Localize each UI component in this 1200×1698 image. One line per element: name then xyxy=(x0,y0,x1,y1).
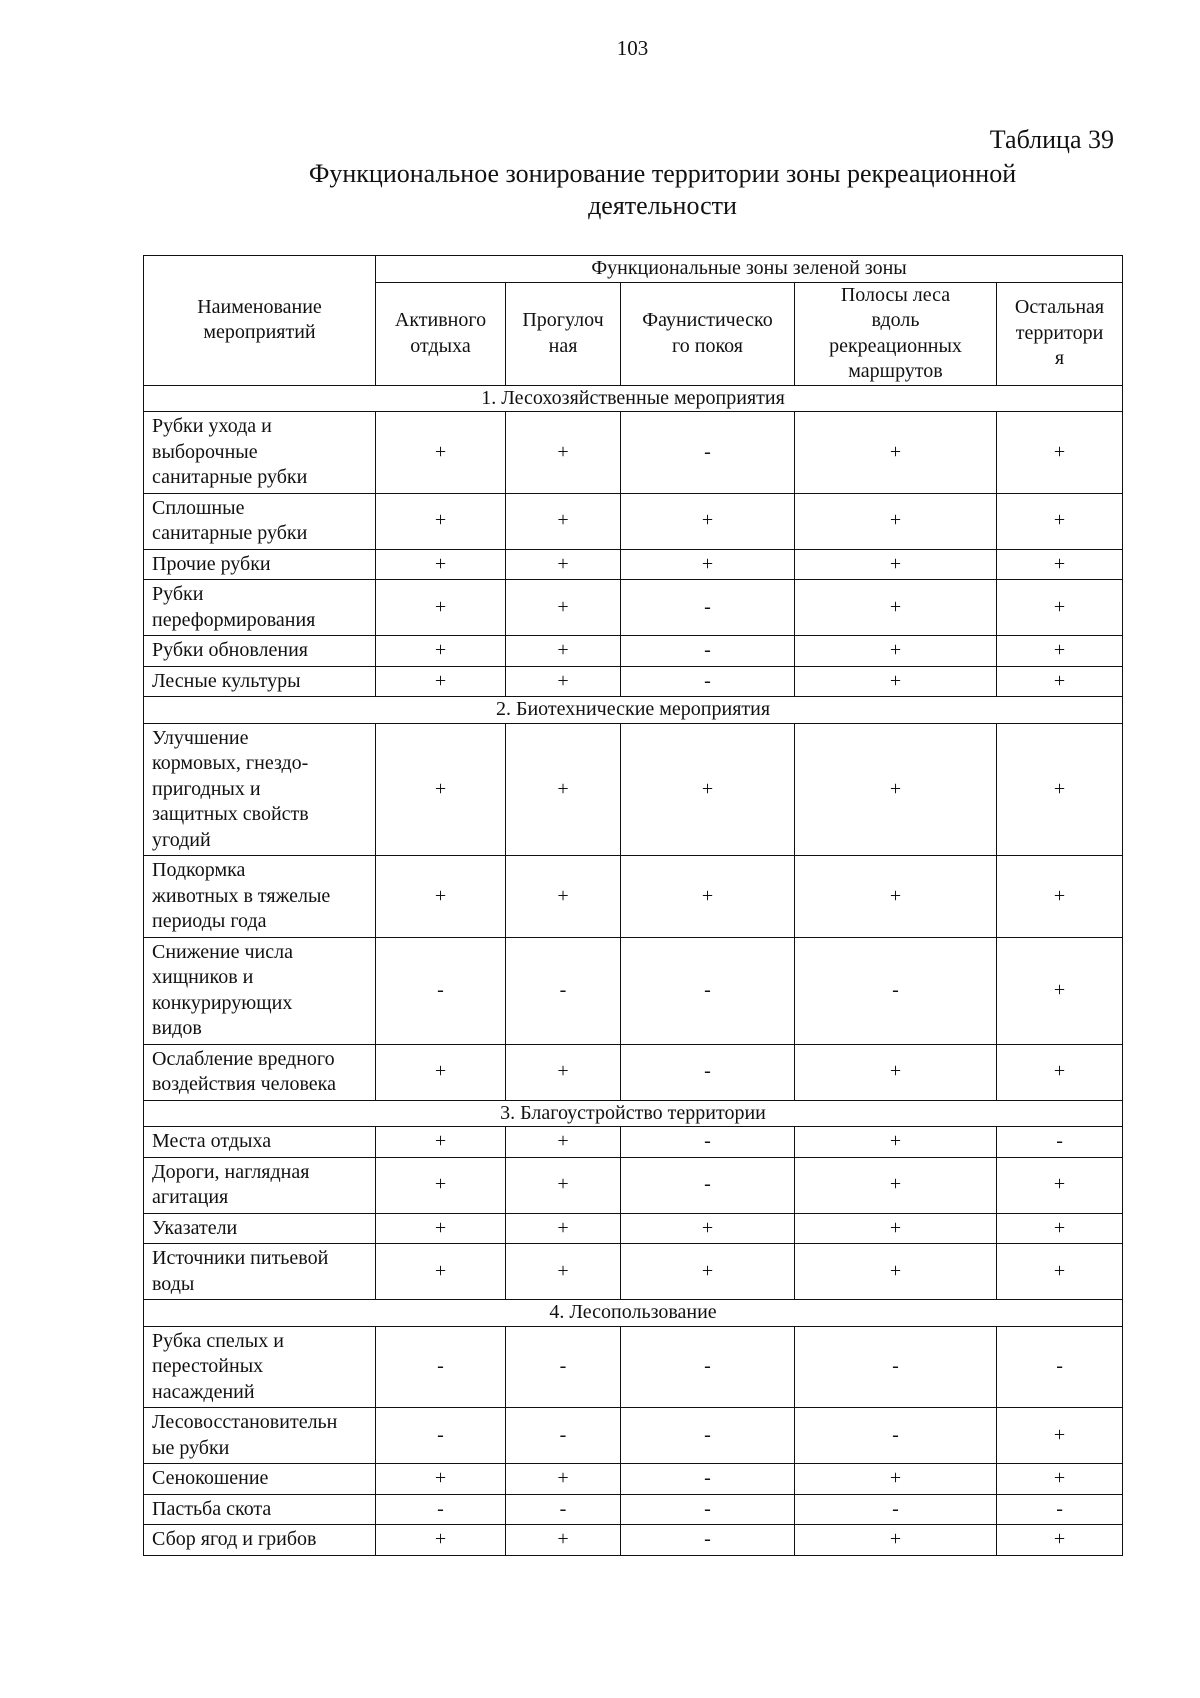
table-row xyxy=(144,580,1123,636)
text-line: угодий xyxy=(152,828,211,851)
mark-zone-walking: + xyxy=(506,580,621,636)
measure-name xyxy=(144,549,376,580)
section-title: 4. Лесопользование xyxy=(144,1300,1123,1327)
table-row xyxy=(144,856,1123,938)
mark-zone-fauna-rest: + xyxy=(621,493,795,549)
mark-zone-other-territory: + xyxy=(997,856,1123,938)
text-line: защитных свойств xyxy=(152,803,309,825)
text-line: мероприятий xyxy=(203,321,316,344)
mark-zone-active-rest: + xyxy=(376,1044,506,1100)
measure-name xyxy=(144,937,376,1044)
mark-zone-forest-strips: + xyxy=(795,1525,997,1556)
mark-zone-active-rest: - xyxy=(376,1494,506,1525)
mark-zone-active-rest: - xyxy=(376,937,506,1044)
page-number: 103 xyxy=(616,36,649,60)
text-line: отдыха xyxy=(410,334,471,357)
mark-zone-walking: - xyxy=(506,1408,621,1464)
mark-zone-walking: + xyxy=(506,1213,621,1244)
mark-zone-active-rest: - xyxy=(376,1326,506,1408)
table-row xyxy=(144,723,1123,856)
mark-zone-fauna-rest: + xyxy=(621,856,795,938)
table-row xyxy=(144,1494,1123,1525)
measure-name xyxy=(144,1127,376,1158)
measure-name xyxy=(144,1044,376,1100)
header-zone-active-rest xyxy=(376,282,506,385)
header-zone-walking xyxy=(506,282,621,385)
mark-zone-other-territory: + xyxy=(997,412,1123,494)
mark-zone-active-rest: + xyxy=(376,856,506,938)
mark-zone-other-territory: + xyxy=(997,723,1123,856)
measure-name xyxy=(144,493,376,549)
mark-zone-forest-strips: + xyxy=(795,1044,997,1100)
mark-zone-walking: + xyxy=(506,1525,621,1556)
mark-zone-other-territory: + xyxy=(997,1044,1123,1100)
text-line: Сбор ягод и грибов xyxy=(152,1528,317,1550)
mark-zone-active-rest: + xyxy=(376,412,506,494)
text-line: видов xyxy=(152,1017,202,1039)
mark-zone-active-rest: + xyxy=(376,1213,506,1244)
text-line: маршрутов xyxy=(848,360,943,382)
mark-zone-fauna-rest: - xyxy=(621,1157,795,1213)
measure-name xyxy=(144,636,376,667)
mark-zone-other-territory: + xyxy=(997,1525,1123,1556)
mark-zone-forest-strips: + xyxy=(795,1127,997,1158)
text-line: Лесовосстановительн xyxy=(152,1411,338,1433)
text-line: выборочные xyxy=(152,440,258,463)
text-line: Снижение числа xyxy=(152,940,293,963)
text-line: кормовых, гнездо- xyxy=(152,752,309,774)
mark-zone-walking: + xyxy=(506,856,621,938)
text-line: Остальная xyxy=(1014,296,1105,319)
mark-zone-forest-strips: + xyxy=(795,1213,997,1244)
text-line: го покоя xyxy=(672,334,743,357)
table-row xyxy=(144,636,1123,667)
text-line: Наименование xyxy=(197,295,322,318)
table-row xyxy=(144,1244,1123,1300)
text-line: воды xyxy=(152,1272,195,1295)
text-line: территори xyxy=(1015,321,1104,344)
text-line: Сплошные xyxy=(152,496,245,519)
measure-name xyxy=(144,1525,376,1556)
mark-zone-walking: - xyxy=(506,1326,621,1408)
mark-zone-forest-strips: + xyxy=(795,856,997,938)
mark-zone-other-territory: - xyxy=(997,1127,1123,1158)
text-line: санитарные рубки xyxy=(152,466,308,488)
mark-zone-active-rest: + xyxy=(376,1464,506,1495)
mark-zone-forest-strips: + xyxy=(795,493,997,549)
table-row xyxy=(144,1213,1123,1244)
section-row xyxy=(144,697,1123,724)
section-title: 3. Благоустройство территории xyxy=(144,1100,1123,1127)
mark-zone-forest-strips: + xyxy=(795,1244,997,1300)
text-line: Прогулоч xyxy=(522,309,604,331)
text-line: Лесные культуры xyxy=(152,669,301,692)
mark-zone-walking: + xyxy=(506,1127,621,1158)
mark-zone-forest-strips: - xyxy=(795,1408,997,1464)
measure-name xyxy=(144,856,376,938)
mark-zone-fauna-rest: - xyxy=(621,1494,795,1525)
mark-zone-other-territory: + xyxy=(997,1213,1123,1244)
mark-zone-fauna-rest: - xyxy=(621,1326,795,1408)
text-line: Сенокошение xyxy=(152,1467,269,1489)
mark-zone-forest-strips: + xyxy=(795,666,997,697)
text-line: периоды года xyxy=(152,910,267,932)
mark-zone-walking: + xyxy=(506,1044,621,1100)
table-row xyxy=(144,1157,1123,1213)
mark-zone-other-territory: - xyxy=(997,1494,1123,1525)
mark-zone-forest-strips: - xyxy=(795,937,997,1044)
mark-zone-forest-strips: + xyxy=(795,1464,997,1495)
text-line: воздействия человека xyxy=(152,1073,336,1095)
text-line: вдоль xyxy=(871,309,920,331)
mark-zone-forest-strips: - xyxy=(795,1494,997,1525)
table-row xyxy=(144,412,1123,494)
header-zone-fauna-rest xyxy=(621,282,795,385)
mark-zone-fauna-rest: - xyxy=(621,1525,795,1556)
mark-zone-fauna-rest: - xyxy=(621,937,795,1044)
zoning-table xyxy=(143,255,1123,1556)
mark-zone-active-rest: + xyxy=(376,723,506,856)
header-zone-forest-strips xyxy=(795,282,997,385)
header-measures xyxy=(144,256,376,386)
mark-zone-walking: + xyxy=(506,1157,621,1213)
section-title: 2. Биотехнические мероприятия xyxy=(144,697,1123,724)
mark-zone-fauna-rest: - xyxy=(621,1464,795,1495)
mark-zone-active-rest: + xyxy=(376,636,506,667)
text-line: животных в тяжелые xyxy=(152,884,331,907)
mark-zone-active-rest: + xyxy=(376,1157,506,1213)
mark-zone-forest-strips: + xyxy=(795,412,997,494)
mark-zone-walking: + xyxy=(506,1464,621,1495)
text-line: Прочие рубки xyxy=(152,552,271,575)
table-body xyxy=(144,385,1123,1555)
table-row xyxy=(144,493,1123,549)
text-line: насаждений xyxy=(152,1380,255,1403)
measure-name xyxy=(144,1157,376,1213)
mark-zone-forest-strips: - xyxy=(795,1326,997,1408)
measure-name xyxy=(144,1408,376,1464)
text-line: Рубки xyxy=(152,583,204,605)
text-line: переформирования xyxy=(152,608,316,631)
table-row xyxy=(144,1326,1123,1408)
mark-zone-other-territory: - xyxy=(997,1326,1123,1408)
header-zones-group: Функциональные зоны зеленой зоны xyxy=(376,256,1123,283)
mark-zone-fauna-rest: - xyxy=(621,666,795,697)
section-row xyxy=(144,1100,1123,1127)
mark-zone-active-rest: + xyxy=(376,1244,506,1300)
mark-zone-active-rest: + xyxy=(376,666,506,697)
mark-zone-fauna-rest: + xyxy=(621,1244,795,1300)
mark-zone-walking: + xyxy=(506,723,621,856)
text-line: Ослабление вредного xyxy=(152,1047,335,1070)
mark-zone-walking: + xyxy=(506,412,621,494)
table-title-line: деятельности xyxy=(588,191,737,220)
table-row xyxy=(144,1525,1123,1556)
measure-name xyxy=(144,580,376,636)
table-title xyxy=(0,158,1200,222)
mark-zone-active-rest: + xyxy=(376,549,506,580)
mark-zone-forest-strips: + xyxy=(795,549,997,580)
mark-zone-fauna-rest: - xyxy=(621,636,795,667)
text-line: пригодных и xyxy=(152,777,261,800)
mark-zone-fauna-rest: - xyxy=(621,580,795,636)
mark-zone-active-rest: - xyxy=(376,1408,506,1464)
measure-name xyxy=(144,1244,376,1300)
text-line: Улучшение xyxy=(152,726,249,749)
text-line: конкурирующих xyxy=(152,991,293,1014)
text-line: Полосы леса xyxy=(840,283,951,306)
mark-zone-active-rest: + xyxy=(376,493,506,549)
mark-zone-fauna-rest: - xyxy=(621,1127,795,1158)
table-title-line: Функциональное зонирование территории зоны рекреационной xyxy=(308,159,1017,188)
measure-name xyxy=(144,412,376,494)
section-row xyxy=(144,385,1123,412)
measure-name xyxy=(144,1326,376,1408)
mark-zone-walking: - xyxy=(506,937,621,1044)
mark-zone-forest-strips: + xyxy=(795,580,997,636)
measure-name xyxy=(144,723,376,856)
section-row xyxy=(144,1300,1123,1327)
measure-name xyxy=(144,666,376,697)
mark-zone-forest-strips: + xyxy=(795,1157,997,1213)
mark-zone-other-territory: + xyxy=(997,580,1123,636)
text-line: ная xyxy=(548,334,578,357)
measure-name xyxy=(144,1494,376,1525)
table-caption: Таблица 39 xyxy=(989,125,1114,154)
mark-zone-other-territory: + xyxy=(997,937,1123,1044)
text-line: Места отдыха xyxy=(152,1130,272,1152)
mark-zone-walking: + xyxy=(506,493,621,549)
text-line: Источники питьевой xyxy=(152,1247,329,1269)
mark-zone-walking: - xyxy=(506,1494,621,1525)
mark-zone-fauna-rest: + xyxy=(621,723,795,856)
mark-zone-walking: + xyxy=(506,666,621,697)
table-row xyxy=(144,1127,1123,1158)
mark-zone-active-rest: + xyxy=(376,1127,506,1158)
mark-zone-other-territory: + xyxy=(997,1157,1123,1213)
mark-zone-other-territory: + xyxy=(997,493,1123,549)
mark-zone-fauna-rest: - xyxy=(621,412,795,494)
text-line: Рубки обновления xyxy=(152,639,308,661)
mark-zone-other-territory: + xyxy=(997,666,1123,697)
text-line: Дороги, наглядная xyxy=(152,1160,310,1183)
text-line: Пастьба скота xyxy=(152,1497,272,1520)
mark-zone-walking: + xyxy=(506,1244,621,1300)
mark-zone-active-rest: + xyxy=(376,580,506,636)
mark-zone-other-territory: + xyxy=(997,636,1123,667)
text-line: Активного xyxy=(394,309,487,331)
mark-zone-other-territory: + xyxy=(997,1464,1123,1495)
text-line: рекреационных xyxy=(829,334,962,357)
text-line: агитация xyxy=(152,1186,229,1208)
mark-zone-walking: + xyxy=(506,549,621,580)
text-line: перестойных xyxy=(152,1355,264,1377)
mark-zone-forest-strips: + xyxy=(795,636,997,667)
text-line: санитарные рубки xyxy=(152,522,308,544)
mark-zone-fauna-rest: - xyxy=(621,1044,795,1100)
header-zone-other-territory xyxy=(997,282,1123,385)
table-row xyxy=(144,666,1123,697)
mark-zone-active-rest: + xyxy=(376,1525,506,1556)
text-line: ые рубки xyxy=(152,1436,230,1459)
text-line: Подкормка xyxy=(152,859,246,881)
text-line: хищников и xyxy=(152,966,254,988)
mark-zone-other-territory: + xyxy=(997,1408,1123,1464)
text-line: я xyxy=(1054,347,1065,370)
text-line: Указатели xyxy=(152,1216,238,1239)
table-row xyxy=(144,1408,1123,1464)
table-row xyxy=(144,1464,1123,1495)
text-line: Рубки ухода и xyxy=(152,415,272,437)
mark-zone-fauna-rest: - xyxy=(621,1408,795,1464)
mark-zone-forest-strips: + xyxy=(795,723,997,856)
table-row xyxy=(144,937,1123,1044)
mark-zone-fauna-rest: + xyxy=(621,1213,795,1244)
text-line: Рубка спелых и xyxy=(152,1329,284,1352)
table-row xyxy=(144,1044,1123,1100)
mark-zone-other-territory: + xyxy=(997,1244,1123,1300)
header-row xyxy=(144,256,1123,283)
measure-name xyxy=(144,1464,376,1495)
text-line: Фаунистическо xyxy=(642,309,773,331)
section-title: 1. Лесохозяйственные мероприятия xyxy=(144,385,1123,412)
mark-zone-walking: + xyxy=(506,636,621,667)
mark-zone-other-territory: + xyxy=(997,549,1123,580)
measure-name xyxy=(144,1213,376,1244)
table-row xyxy=(144,549,1123,580)
mark-zone-fauna-rest: + xyxy=(621,549,795,580)
